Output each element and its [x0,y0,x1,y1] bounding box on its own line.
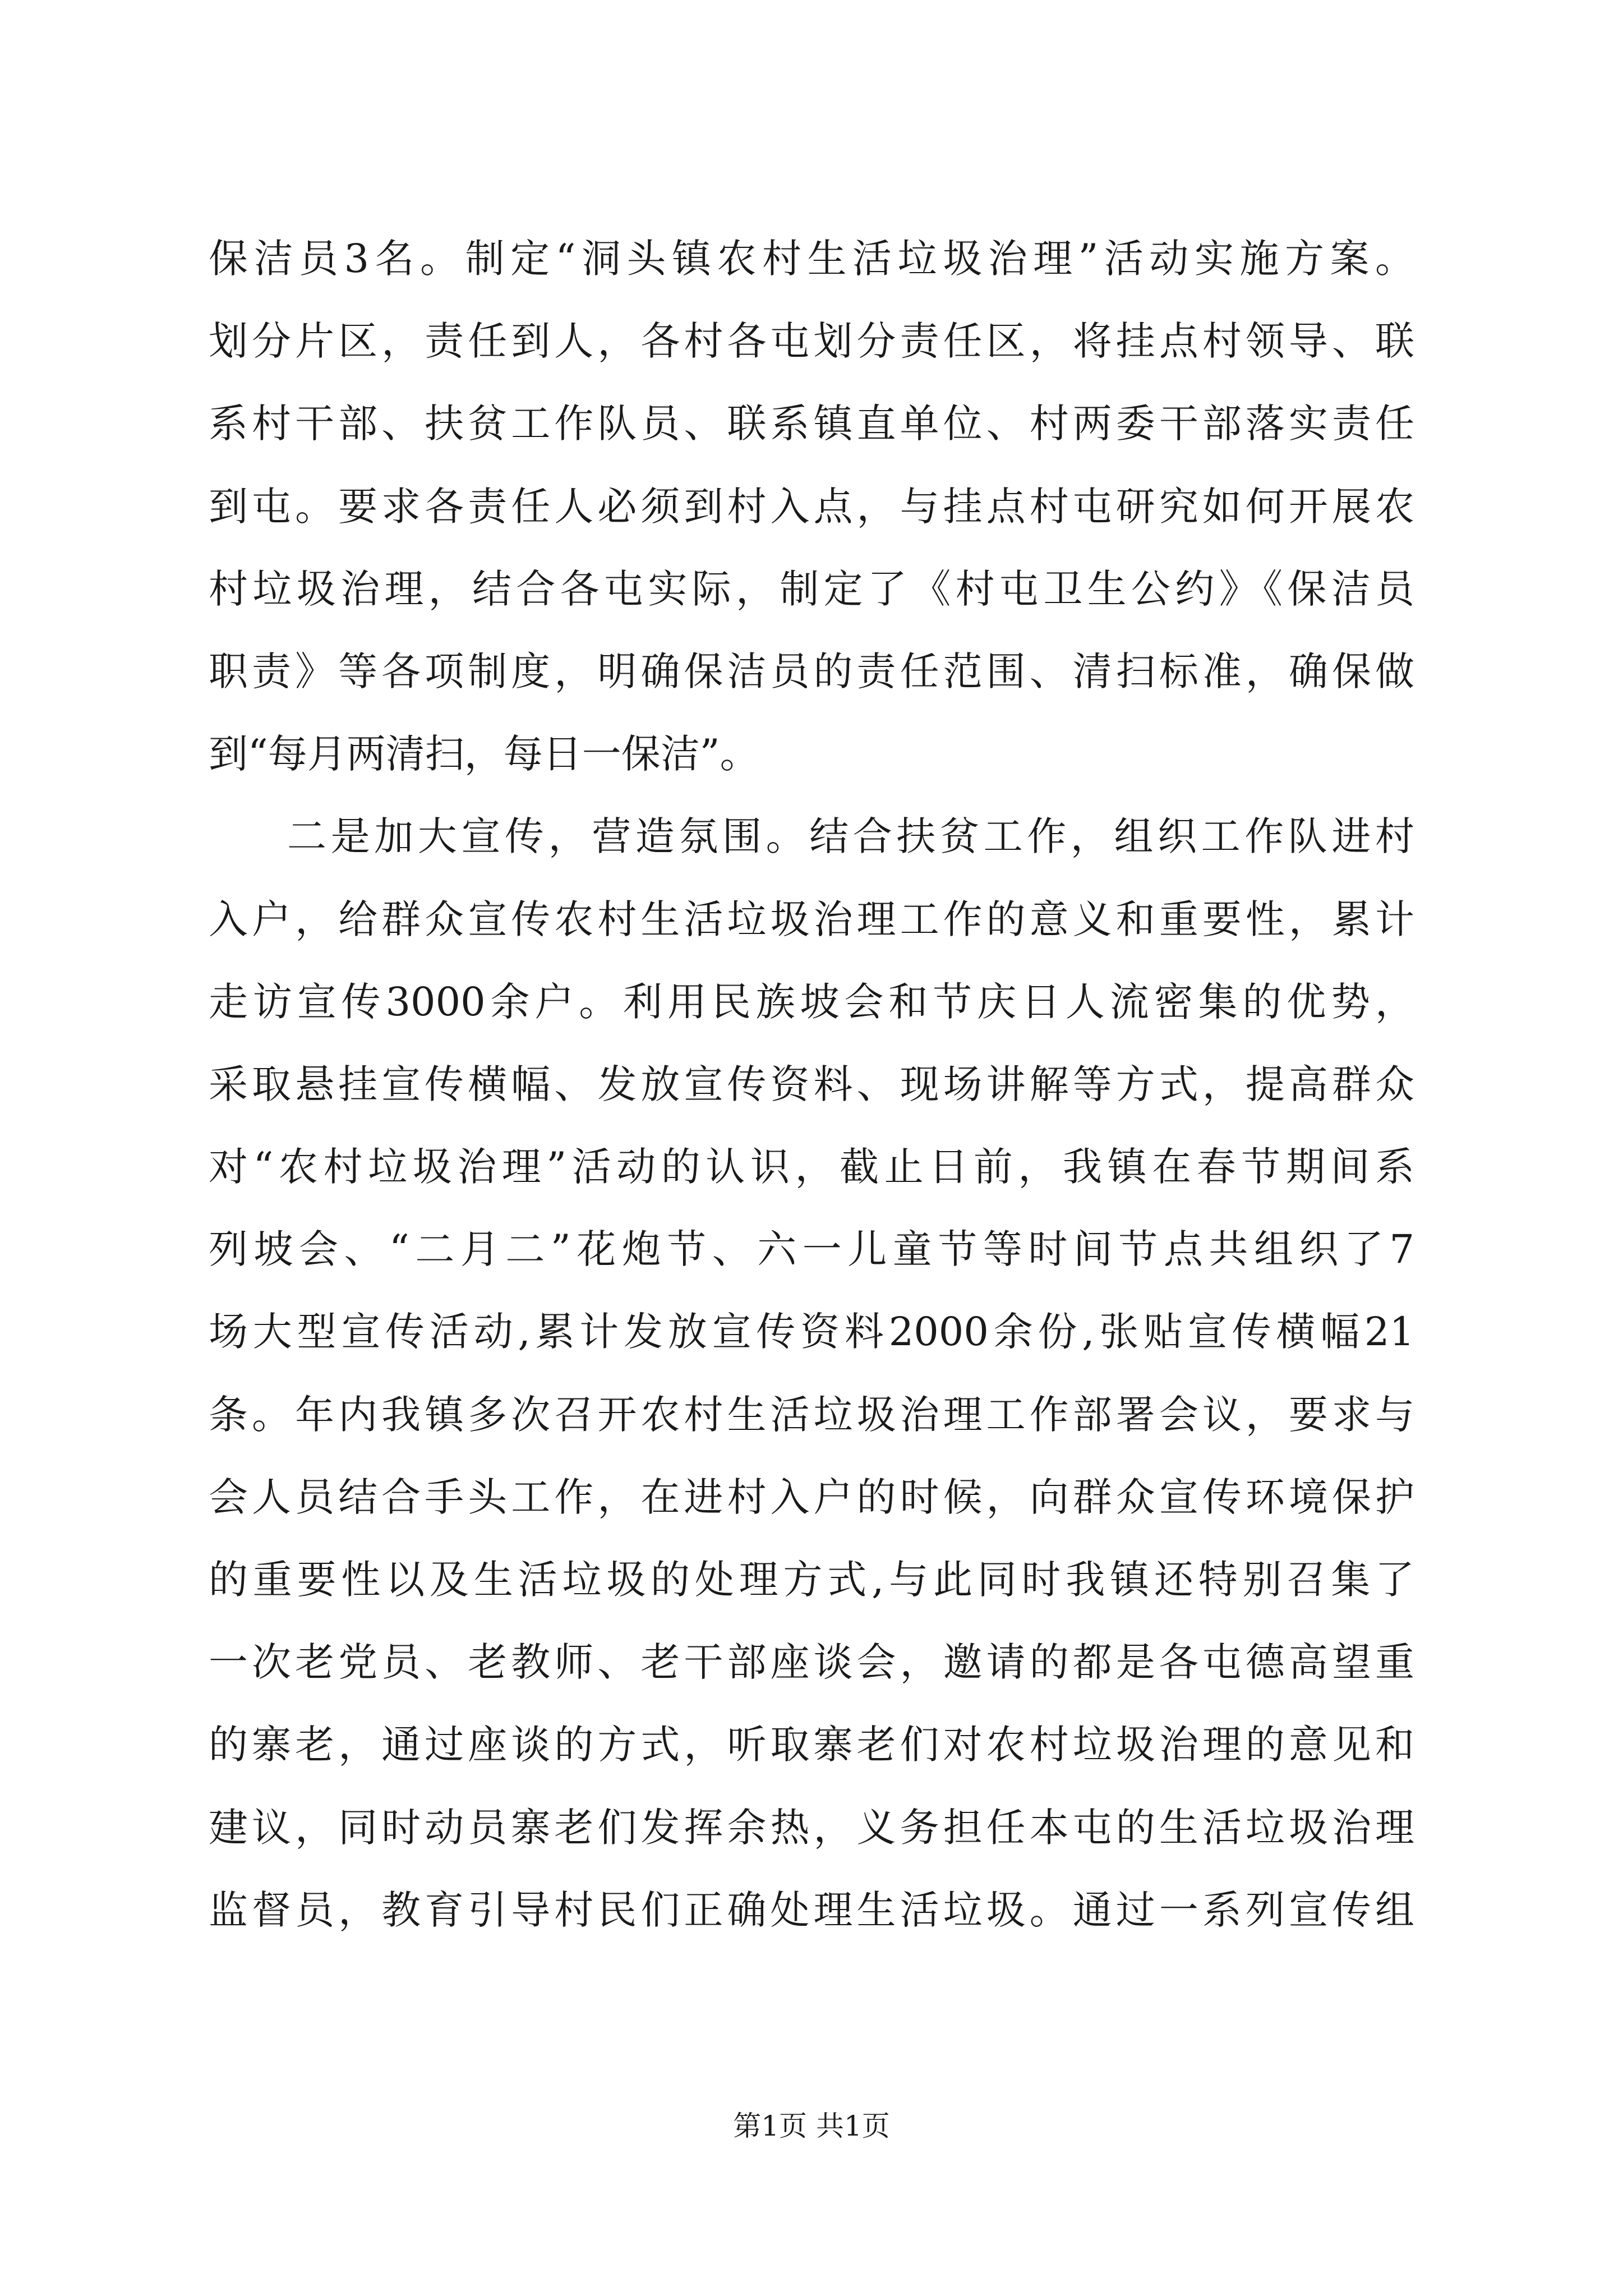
text-line: 的重要性以及生活垃圾的处理方式,与此同时我镇还特别召集了 [209,1557,1414,1603]
text-line: 职责》等各项制度，明确保洁员的责任范围、清扫标准，确保做 [209,648,1414,694]
text-line: 条。年内我镇多次召开农村生活垃圾治理工作部署会议，要求与 [209,1391,1414,1438]
text-line: 系村干部、扶贫工作队员、联系镇直单位、村两委干部落实责任 [209,401,1414,447]
text-line: 保洁员3名。制定“洞头镇农村生活垃圾治理”活动实施方案。 [209,236,1414,282]
page-footer [0,2109,1623,2143]
text-line: 对“农村垃圾治理”活动的认识，截止日前，我镇在春节期间系 [209,1144,1414,1190]
text-line: 到屯。要求各责任人必须到村入点，与挂点村屯研究如何开展农 [209,483,1414,530]
text-line-paragraph-end: 到“每月两清扫，每日一保洁”。 [209,731,759,777]
text-line: 村垃圾治理，结合各屯实际，制定了《村屯卫生公约》《保洁员 [209,565,1414,612]
text-line: 采取悬挂宣传横幅、发放宣传资料、现场讲解等方式，提高群众 [209,1061,1414,1107]
text-line: 的寨老，通过座谈的方式，听取寨老们对农村垃圾治理的意见和 [209,1722,1414,1768]
text-line: 划分片区，责任到人，各村各屯划分责任区，将挂点村领导、联 [209,318,1414,365]
text-line: 会人员结合手头工作，在进村入户的时候，向群众宣传环境保护 [209,1474,1414,1520]
text-line-paragraph-start: 二是加大宣传，营造氛围。结合扶贫工作，组织工作队进村 [287,813,1414,860]
text-line: 入户，给群众宣传农村生活垃圾治理工作的意义和重要性，累计 [209,896,1414,942]
text-line: 监督员，教育引导村民们正确处理生活垃圾。通过一系列宣传组 [209,1887,1414,1933]
page-number-label: 第1页 共1页 [733,2110,890,2142]
text-line: 走访宣传3000余户。利用民族坡会和节庆日人流密集的优势， [209,978,1414,1025]
body-text [209,218,1414,1952]
text-line: 列坡会、“二月二”花炮节、六一儿童节等时间节点共组织了7 [209,1226,1414,1273]
text-line: 一次老党员、老教师、老干部座谈会，邀请的都是各屯德高望重 [209,1639,1414,1686]
text-line: 建议，同时动员寨老们发挥余热，义务担任本屯的生活垃圾治理 [209,1804,1414,1851]
text-line: 场大型宣传活动,累计发放宣传资料2000余份,张贴宣传横幅21 [209,1309,1414,1355]
